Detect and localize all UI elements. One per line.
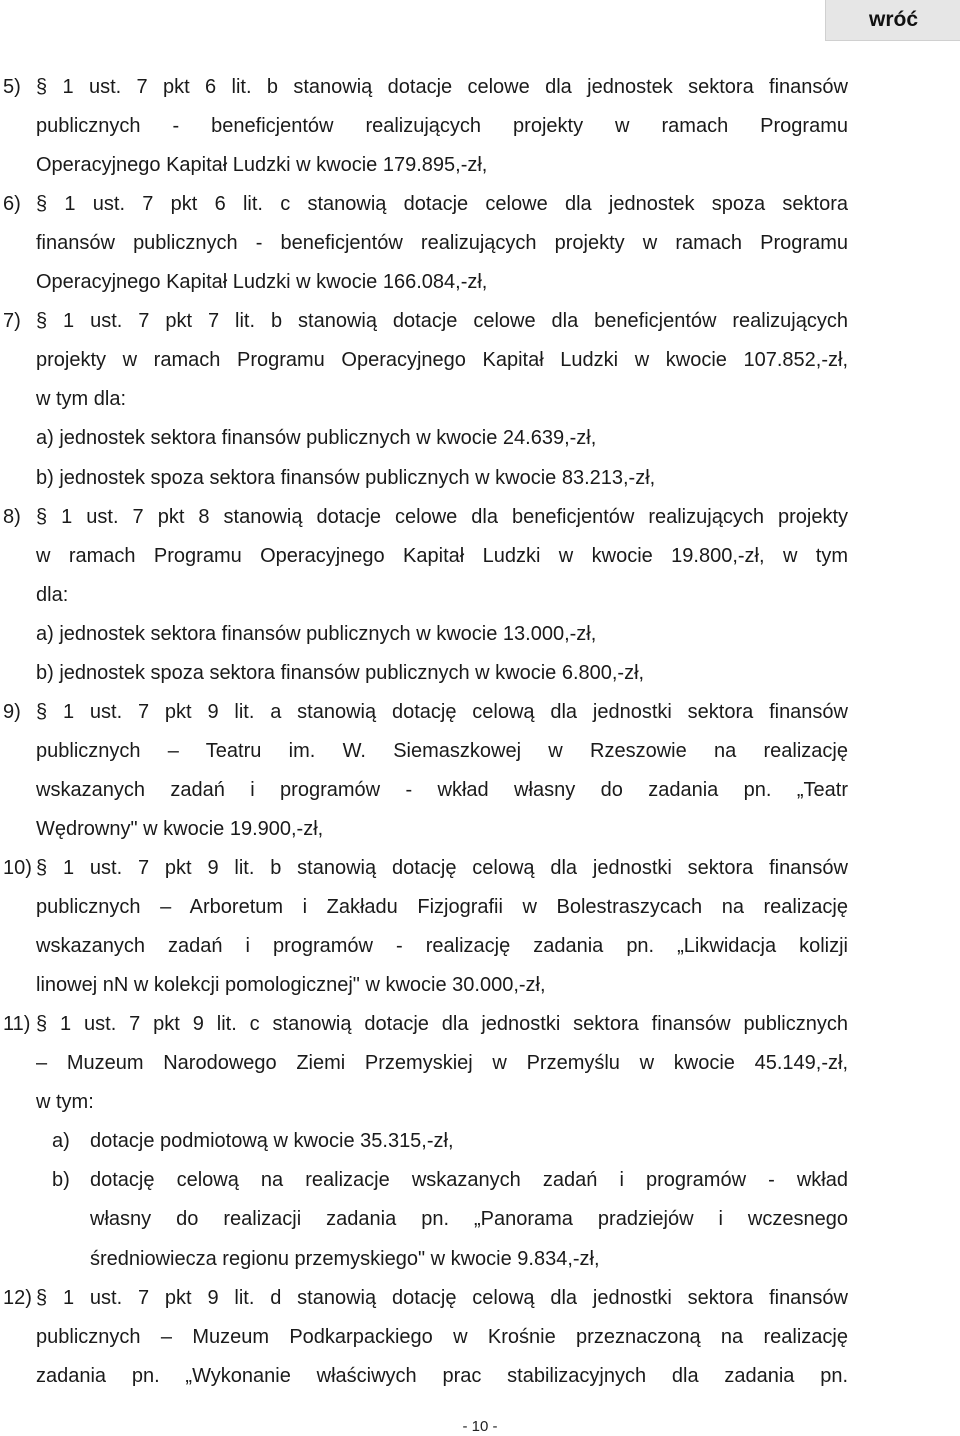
line-text: własny do realizacji zadania pn. „Panorama pradziejów i wczesnego: [90, 1208, 848, 1231]
line-text: publicznych – Arboretum i Zakładu Fizjografii w Bolestraszycach na realizację: [36, 896, 848, 919]
item-number: 8): [3, 505, 21, 528]
text-line: [0, 341, 960, 380]
line-text: dla:: [36, 583, 69, 606]
text-line: [0, 693, 960, 732]
text-line: [0, 849, 960, 888]
line-text: § 1 ust. 7 pkt 9 lit. a stanowią dotację celową dla jednostki sektora finansów: [36, 700, 848, 723]
line-text: – Muzeum Narodowego Ziemi Przemyskiej w Przemyślu w kwocie 45.149,-zł,: [36, 1052, 848, 1075]
line-text: b) jednostek spoza sektora finansów publicznych w kwocie 83.213,-zł,: [36, 466, 656, 489]
text-line: [0, 185, 960, 224]
text-line: [0, 459, 960, 498]
line-text: publicznych - beneficjentów realizujących projekty w ramach Programu: [36, 115, 848, 138]
line-text: średniowiecza regionu przemyskiego" w kwocie 9.834,-zł,: [90, 1247, 600, 1270]
back-button[interactable]: wróć: [825, 0, 960, 41]
text-line: [0, 302, 960, 341]
text-line: [0, 888, 960, 927]
line-text: wskazanych zadań i programów - realizację zadania pn. „Likwidacja kolizji: [36, 935, 848, 958]
text-line: [0, 1279, 960, 1318]
text-line: [0, 1357, 960, 1396]
text-line: [0, 615, 960, 654]
text-line: [0, 1044, 960, 1083]
text-line: [0, 537, 960, 576]
line-text: linowej nN w kolekcji pomologicznej" w kwocie 30.000,-zł,: [36, 974, 546, 997]
line-text: w tym:: [36, 1091, 94, 1114]
text-line: [0, 224, 960, 263]
page-number: - 10 -: [462, 1418, 498, 1435]
line-text: § 1 ust. 7 pkt 9 lit. d stanowią dotację celową dla jednostki sektora finansów: [36, 1286, 848, 1309]
text-line: [0, 498, 960, 537]
line-text: b) jednostek spoza sektora finansów publicznych w kwocie 6.800,-zł,: [36, 661, 645, 684]
line-text: § 1 ust. 7 pkt 7 lit. b stanowią dotacje celowe dla beneficjentów realizujących: [36, 310, 848, 333]
line-text: w tym dla:: [36, 388, 127, 411]
text-line: [0, 771, 960, 810]
text-line: [0, 576, 960, 615]
text-line: [0, 1200, 960, 1239]
line-text: § 1 ust. 7 pkt 9 lit. c stanowią dotacje dla jednostki sektora finansów publicznych: [36, 1013, 848, 1036]
item-number: 10): [3, 857, 32, 879]
text-line: [0, 1240, 960, 1279]
line-text: Operacyjnego Kapitał Ludzki w kwocie 166.084,-zł,: [36, 271, 488, 294]
item-number: 7): [3, 310, 21, 333]
line-text: wskazanych zadań i programów - wkład własny do zadania pn. „Teatr: [36, 778, 848, 801]
line-text: w ramach Programu Operacyjnego Kapitał Ludzki w kwocie 19.800,-zł, w tym: [36, 544, 848, 567]
item-number: a): [52, 1130, 70, 1153]
line-text: publicznych – Muzeum Podkarpackiego w Krośnie przeznaczoną na realizację: [36, 1325, 848, 1348]
line-text: a) jednostek sektora finansów publicznych w kwocie 13.000,-zł,: [36, 622, 597, 645]
text-line: [0, 107, 960, 146]
text-line: [0, 810, 960, 849]
text-line: [0, 263, 960, 302]
line-text: § 1 ust. 7 pkt 8 stanowią dotacje celowe dla beneficjentów realizujących projekty: [36, 505, 848, 528]
text-line: [0, 1005, 960, 1044]
item-number: 5): [3, 76, 21, 98]
line-text: Wędrowny" w kwocie 19.900,-zł,: [36, 817, 324, 840]
text-line: [0, 380, 960, 419]
line-text: zadania pn. „Wykonanie właściwych prac stabilizacyjnych dla zadania pn.: [36, 1364, 848, 1387]
text-line: [0, 927, 960, 966]
text-line: [0, 732, 960, 771]
line-text: projekty w ramach Programu Operacyjnego Kapitał Ludzki w kwocie 107.852,-zł,: [36, 349, 848, 372]
text-line: [0, 68, 960, 107]
line-text: dotację celową na realizacje wskazanych zadań i programów - wkład: [90, 1169, 848, 1192]
line-text: Operacyjnego Kapitał Ludzki w kwocie 179.895,-zł,: [36, 154, 488, 177]
text-line: [0, 654, 960, 693]
line-text: § 1 ust. 7 pkt 6 lit. b stanowią dotacje celowe dla jednostek sektora finansów: [36, 76, 848, 98]
line-text: dotacje podmiotową w kwocie 35.315,-zł,: [90, 1130, 454, 1153]
line-text: finansów publicznych - beneficjentów realizujących projekty w ramach Programu: [36, 232, 848, 255]
line-text: § 1 ust. 7 pkt 9 lit. b stanowią dotację celową dla jednostki sektora finansów: [36, 857, 848, 879]
text-line: [0, 1122, 960, 1161]
item-number: 12): [3, 1286, 32, 1309]
item-number: b): [52, 1169, 70, 1192]
text-line: [0, 1083, 960, 1122]
item-number: 6): [3, 193, 21, 216]
text-line: [0, 146, 960, 185]
text-line: [0, 966, 960, 1005]
line-text: publicznych – Teatru im. W. Siemaszkowej w Rzeszowie na realizację: [36, 739, 848, 762]
line-text: a) jednostek sektora finansów publicznych w kwocie 24.639,-zł,: [36, 427, 597, 450]
line-text: § 1 ust. 7 pkt 6 lit. c stanowią dotacje celowe dla jednostek spoza sektora: [36, 193, 848, 216]
text-line: [0, 419, 960, 458]
text-line: [0, 1161, 960, 1200]
item-number: 9): [3, 700, 21, 723]
text-line: [0, 1318, 960, 1357]
item-number: 11): [3, 1013, 31, 1036]
